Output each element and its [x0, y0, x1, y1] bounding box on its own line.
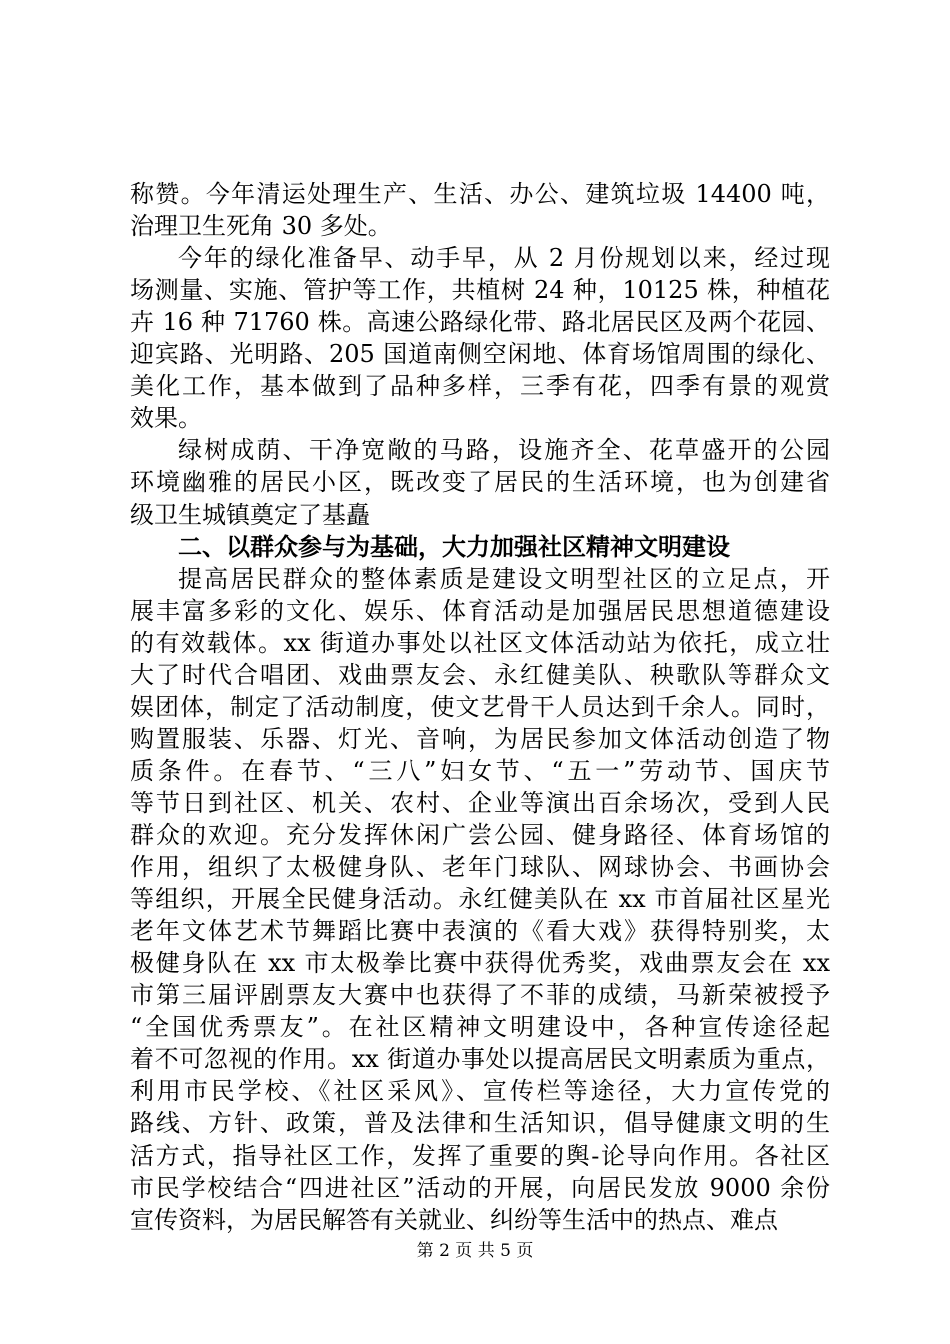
paragraph-line: 市民学校结合“四进社区”活动的开展，向居民发放 9000 余份 — [130, 1173, 830, 1202]
paragraph-line: 购置服装、乐器、灯光、音响，为居民参加文体活动创造了物 — [130, 724, 830, 753]
paragraph-line: 大了时代合唱团、戏曲票友会、永红健美队、秧歌队等群众文 — [130, 660, 830, 689]
paragraph-line: 场测量、实施、管护等工作，共植树 24 种，10125 株，种植花 — [130, 276, 830, 305]
paragraph-line: 展丰富多彩的文化、娱乐、体育活动是加强居民思想道德建设 — [130, 596, 830, 625]
paragraph-line: 着不可忽视的作用。xx 街道办事处以提高居民文明素质为重点， — [130, 1045, 830, 1074]
paragraph-line: 极健身队在 xx 市太极拳比赛中获得优秀奖，戏曲票友会在 xx — [130, 949, 830, 978]
paragraph-line: 美化工作，基本做到了品种多样，三季有花，四季有景的观赏 — [130, 372, 830, 401]
paragraph-line: 等组织，开展全民健身活动。永红健美队在 xx 市首届社区星光 — [130, 885, 830, 914]
paragraph-line: 活方式，指导社区工作，发挥了重要的舆-论导向作用。各社区 — [130, 1141, 830, 1170]
paragraph-line: 市第三届评剧票友大赛中也获得了不菲的成绩，马新荣被授予 — [130, 981, 830, 1010]
paragraph-line: 称赞。今年清运处理生产、生活、办公、建筑垃圾 14400 吨， — [130, 180, 830, 208]
paragraph-line: 治理卫生死角 30 多处。 — [130, 212, 392, 241]
paragraph-line: 利用市民学校、《社区采风》、宣传栏等途径，大力宣传党的 — [130, 1077, 830, 1106]
paragraph-line: 作用，组织了太极健身队、老年门球队、网球协会、书画协会 — [130, 853, 830, 882]
paragraph-line: 卉 16 种 71760 株。高速公路绿化带、路北居民区及两个花园、 — [130, 308, 830, 337]
paragraph-line: 今年的绿化准备早、动手早，从 2 月份规划以来，经过现 — [178, 244, 830, 273]
paragraph-line: “全国优秀票友”。在社区精神文明建设中，各种宣传途径起 — [130, 1013, 830, 1042]
paragraph-line: 绿树成荫、干净宽敞的马路，设施齐全、花草盛开的公园 — [178, 436, 830, 465]
paragraph-line: 质条件。在春节、“三八”妇女节、“五一”劳动节、国庆节 — [130, 756, 830, 785]
paragraph-line: 老年文体艺术节舞蹈比赛中表演的《看大戏》获得特别奖，太 — [130, 917, 830, 946]
paragraph-line: 路线、方针、政策，普及法律和生活知识，倡导健康文明的生 — [130, 1109, 830, 1138]
section-heading: 二、以群众参与为基础，大力加强社区精神文明建设 — [178, 531, 730, 561]
page-footer: 第 2 页 共 5 页 — [416, 1241, 534, 1261]
paragraph-line: 娱团体，制定了活动制度，使文艺骨干人员达到千余人。同时， — [130, 692, 830, 721]
paragraph-line: 等节日到社区、机关、农村、企业等演出百余场次，受到人民 — [130, 788, 830, 817]
paragraph-line: 的有效载体。xx 街道办事处以社区文体活动站为依托，成立壮 — [130, 628, 830, 657]
paragraph-line: 环境幽雅的居民小区，既改变了居民的生活环境，也为创建省 — [130, 468, 830, 497]
paragraph-line: 迎宾路、光明路、205 国道南侧空闲地、体育场馆周围的绿化、 — [130, 340, 830, 369]
paragraph-line: 效果。 — [130, 404, 202, 433]
paragraph-line: 提高居民群众的整体素质是建设文明型社区的立足点，开 — [178, 564, 830, 593]
paragraph-line: 宣传资料，为居民解答有关就业、纠纷等生活中的热点、难点 — [130, 1205, 778, 1234]
paragraph-line: 群众的欢迎。充分发挥休闲广尝公园、健身路径、体育场馆的 — [130, 821, 830, 849]
paragraph-line: 级卫生城镇奠定了基矗 — [130, 500, 370, 529]
